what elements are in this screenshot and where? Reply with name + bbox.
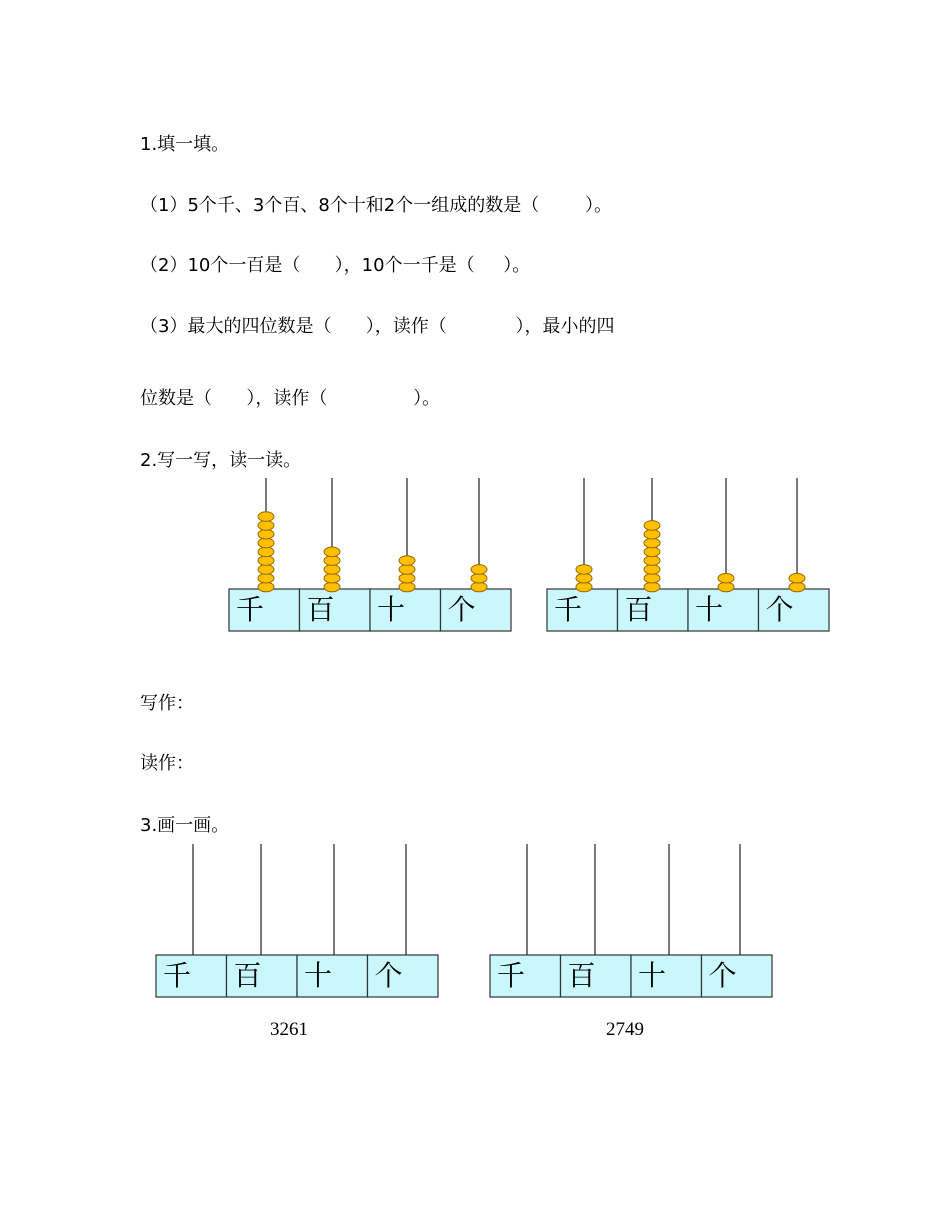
bead-thousands — [258, 582, 274, 592]
bead-tens — [399, 565, 415, 575]
abacus-svg — [489, 842, 773, 998]
section-1-title: 1.填一填。 — [140, 134, 230, 155]
section-2-title: 2.写一写，读一读。 — [140, 450, 302, 471]
bead-thousands — [258, 573, 274, 583]
bead-hundreds — [644, 565, 660, 575]
place-label-hundreds: 百 — [567, 959, 596, 992]
bead-hundreds — [644, 538, 660, 548]
question-1-2: （2）10个一百是（ ），10个一千是（ ）。 — [140, 255, 531, 276]
abacus-section2-left — [228, 476, 512, 632]
bead-thousands — [576, 565, 592, 575]
place-label-tens: 十 — [304, 959, 333, 992]
bead-hundreds — [324, 565, 340, 575]
place-label-hundreds: 百 — [233, 959, 262, 992]
place-label-thousands: 千 — [236, 593, 265, 626]
bead-thousands — [258, 538, 274, 548]
bead-tens — [399, 573, 415, 583]
bead-hundreds — [644, 521, 660, 531]
bead-thousands — [258, 556, 274, 566]
bead-thousands — [258, 521, 274, 531]
place-label-ones: 个 — [708, 959, 737, 992]
abacus-svg — [546, 476, 830, 632]
abacus-svg — [228, 476, 512, 632]
bead-tens — [399, 556, 415, 566]
place-label-tens: 十 — [377, 593, 406, 626]
place-label-thousands: 千 — [554, 593, 583, 626]
place-label-thousands: 千 — [497, 959, 526, 992]
bead-thousands — [576, 573, 592, 583]
bead-thousands — [258, 565, 274, 575]
bead-ones — [789, 582, 805, 592]
place-label-ones: 个 — [447, 593, 476, 626]
abacus-section2-right — [546, 476, 830, 632]
bead-ones — [789, 573, 805, 583]
bead-hundreds — [644, 582, 660, 592]
bead-hundreds — [324, 556, 340, 566]
bead-hundreds — [644, 573, 660, 583]
bead-hundreds — [644, 547, 660, 557]
place-label-ones: 个 — [374, 959, 403, 992]
abacus-draw-left — [155, 842, 439, 998]
place-label-hundreds: 百 — [306, 593, 335, 626]
bead-tens — [718, 582, 734, 592]
bead-hundreds — [324, 547, 340, 557]
bead-hundreds — [644, 556, 660, 566]
bead-ones — [471, 573, 487, 583]
section-3-title: 3.画一画。 — [140, 815, 230, 836]
draw-number-3261: 3261 — [270, 1019, 308, 1040]
abacus-draw-right — [489, 842, 773, 998]
place-label-thousands: 千 — [163, 959, 192, 992]
bead-ones — [471, 565, 487, 575]
bead-thousands — [576, 582, 592, 592]
question-1-3-line1: （3）最大的四位数是（ ），读作（ ），最小的四 — [140, 316, 615, 337]
question-1-1: （1）5个千、3个百、8个十和2个一组成的数是（ ）。 — [140, 195, 613, 216]
bead-hundreds — [644, 529, 660, 539]
write-label: 写作： — [140, 693, 194, 714]
bead-tens — [399, 582, 415, 592]
place-label-tens: 十 — [638, 959, 667, 992]
bead-ones — [471, 582, 487, 592]
bead-hundreds — [324, 582, 340, 592]
place-label-hundreds: 百 — [624, 593, 653, 626]
bead-thousands — [258, 529, 274, 539]
abacus-svg — [155, 842, 439, 998]
bead-tens — [718, 573, 734, 583]
draw-number-2749: 2749 — [606, 1019, 644, 1040]
place-label-tens: 十 — [695, 593, 724, 626]
read-label: 读作： — [140, 753, 194, 774]
bead-thousands — [258, 547, 274, 557]
bead-hundreds — [324, 573, 340, 583]
question-1-3-line2: 位数是（ ），读作（ ）。 — [140, 388, 441, 409]
bead-thousands — [258, 512, 274, 522]
place-label-ones: 个 — [765, 593, 794, 626]
